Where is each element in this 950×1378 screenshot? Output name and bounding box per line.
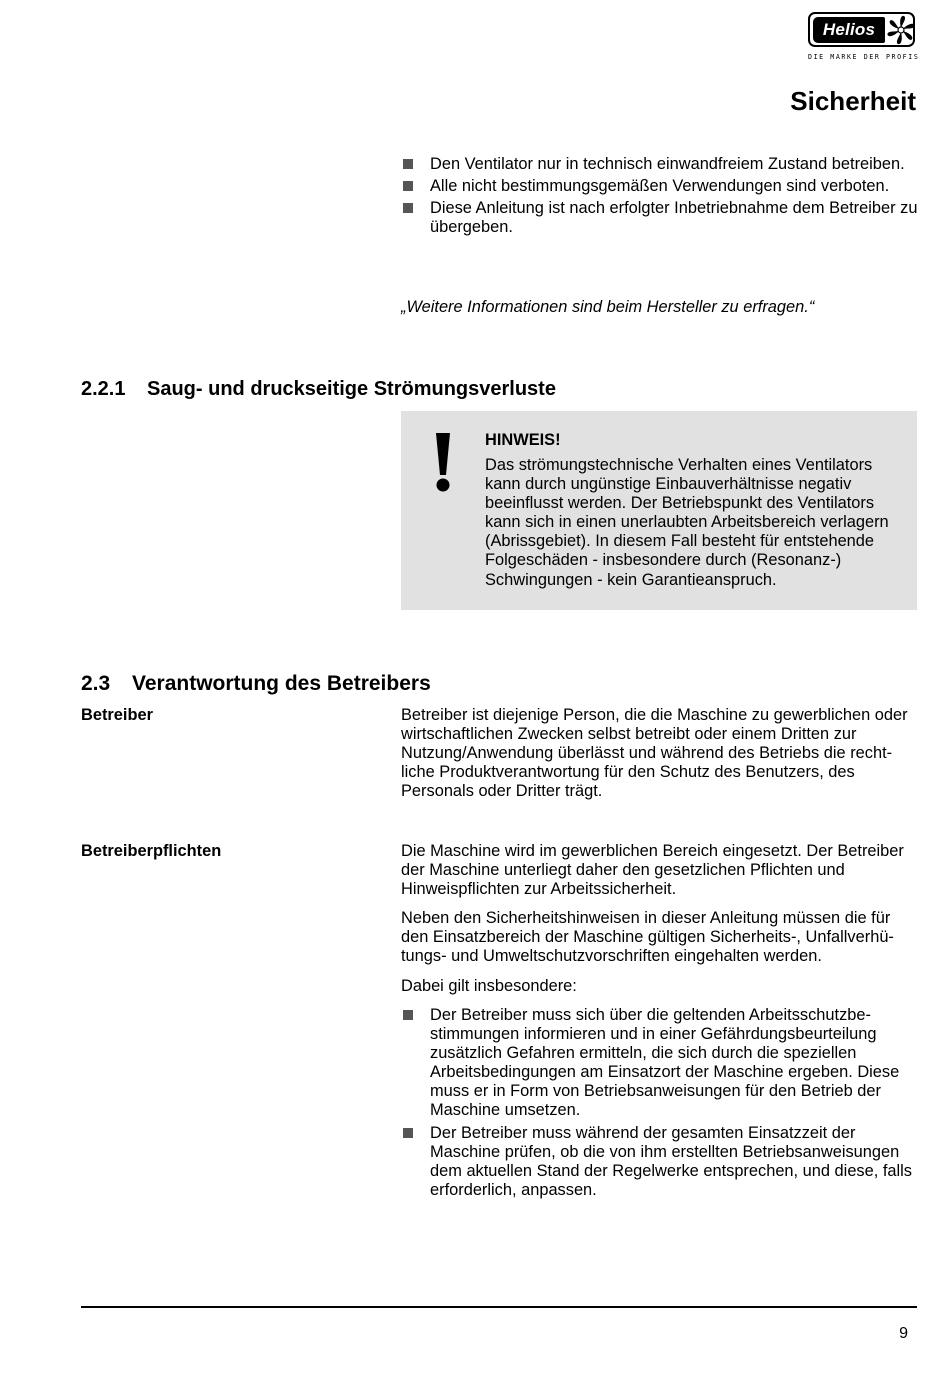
logo-frame [808, 12, 915, 47]
section-number: 2.2.1 [81, 378, 126, 400]
list-item-text: Der Betreiber muss während der gesamten Einsatzzeit der Maschine prüfen, ob die von ihm erstellten Betriebsanweisungen dem aktuellen Stand der Regelwerke entsprechen, und diese, falls erforderlich, anpassen. [430, 1123, 912, 1199]
pflichten-paragraph-2: Neben den Sicherheitshinweisen in dieser Anleitung müssen die für den Einsatzbereich der Maschine gültigen Sicherheits-, Unfallverhü- tungs- und Umweltschutzvorschriften eingehalten werden. [401, 909, 894, 966]
pflichten-paragraph-1: Die Maschine wird im gewerblichen Bereich eingesetzt. Der Betreiber der Maschine unterliegt daher den gesetzlichen Pflichten und Hinweispflichten zur Arbeitssicherheit. [401, 842, 904, 899]
hint-box [401, 411, 917, 610]
label-betreiberpflichten: Betreiberpflichten [81, 842, 222, 860]
logo-tagline: DIE MARKE DER PROFIS [808, 53, 920, 61]
exclamation-icon [431, 433, 455, 493]
betreiber-definition: Betreiber ist diejenige Person, die die Maschine zu gewerblichen oder wirtschaftlichen Zwecken selbst betreibt oder einem Dritten zur Nutzung/Anwendung überlässt und während des Betriebs die recht- liche Produktverantwortung für den Schutz des Benutzers, des Personals oder Dritter trägt. [401, 706, 908, 801]
helios-logo [808, 12, 920, 62]
label-betreiber: Betreiber [81, 706, 153, 724]
square-bullet-icon [403, 1128, 413, 1138]
section-title: Saug- und druckseitige Strömungsverluste [147, 378, 556, 400]
logo-wordmark: Helios [813, 17, 885, 43]
hint-text: Das strömungstechnische Verhalten eines Ventilators kann durch ungünstige Einbauverhältnisse negativ beeinflusst werden. Der Betriebspunkt des Ventilators kann sich in einen unerlaubten Arbeitsbereich verlagern (Abrissgebiet). In diesem Fall besteht für entstehende Folgeschäden - insbesondere durch (Resonanz-) Schwingungen - kein Garantieanspruch. [485, 456, 889, 589]
intro-bullet-list [401, 155, 921, 240]
list-item-text: Alle nicht bestimmungsgemäßen Verwendungen sind verboten. [430, 177, 890, 195]
list-item-text: Diese Anleitung ist nach erfolgter Inbetriebnahme dem Betreiber zu übergeben. [430, 199, 918, 236]
list-item-text: Der Betreiber muss sich über die geltenden Arbeitsschutzbe- stimmungen informieren und in einer Gefährdungsbeurteilung zusätzlich Gefahren ermitteln, die sich durch die speziellen Arbeitsbedingungen am Einsatzort der Maschine ergeben. Diese muss er in Form von Betriebsanweisungen für den Betrieb der Maschine umsetzen. [430, 1006, 900, 1120]
section-title: Verantwortung des Betreibers [132, 672, 431, 695]
section-heading-2-2-1 [81, 378, 556, 401]
pflichten-bullet-list [401, 1006, 921, 1203]
fan-icon [887, 15, 915, 45]
page-number: 9 [899, 1325, 908, 1342]
list-item [401, 155, 921, 174]
list-item [401, 177, 921, 196]
section-heading-2-3 [81, 672, 431, 696]
square-bullet-icon [403, 1010, 413, 1020]
list-item [401, 1124, 921, 1200]
list-item [401, 1006, 921, 1121]
square-bullet-icon [403, 181, 413, 191]
square-bullet-icon [403, 203, 413, 213]
list-item-text: Den Ventilator nur in technisch einwandfreiem Zustand betreiben. [430, 155, 905, 173]
list-item [401, 199, 921, 237]
section-number: 2.3 [81, 672, 111, 695]
hint-title: HINWEIS! [485, 431, 561, 449]
footer-divider [81, 1306, 917, 1308]
pflichten-paragraph-3: Dabei gilt insbesondere: [401, 977, 577, 995]
square-bullet-icon [403, 159, 413, 169]
info-quote: „Weitere Informationen sind beim Hersteller zu erfragen.“ [401, 298, 815, 316]
page-title: Sicherheit [790, 86, 916, 116]
